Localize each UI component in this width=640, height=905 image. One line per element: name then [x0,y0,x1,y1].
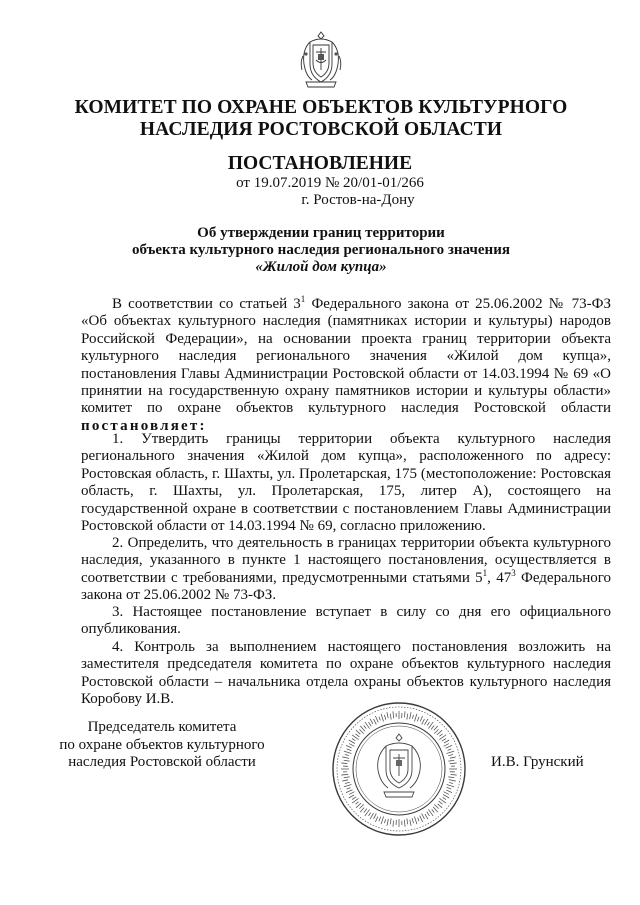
signer-name: И.В. Грунский [491,754,584,770]
document-type: ПОСТАНОВЛЕНИЕ [227,153,413,174]
item-4-text: 4. Контроль за выполнением настоящего постановления возложить на заместителя председателя комитета по охране объектов культурного наследия Ростовской области – начальника отдела охраны объектов культурного наследия Коробову И.В. [81,639,611,708]
intro-paragraph [81,296,611,435]
item-1-text: 1. Утвердить границы территории объекта культурного наследия регионального значения «Жилой дом купца», расположенного по адресу: Ростовская область, г. Шахты, ул. Пролетарская, 175 (местоположение: Ростовская область, г. Шахты, ул. Пролетарская, 175, литер А), состоящего на государственной охране в соответствии с постановлением Главы Администрации Ростовской области от 14.03.1994 № 69, согласно приложению. [81,431,611,535]
document-subject [60,225,582,276]
intro-text-b: Федерального закона от 25.06.2002 № 73-ФЗ «Об объектах культурного наследия (памятниках истории и культуры) народов Российской Федерации», на основании проекта границ территории объекта культурного наследия регионального значения «Жилой дом купца», постановления Главы Администрации Ростовской области от 14.03.1994 № 69 «О принятии на государственную охрану памятников истории и культуры области» комитет по охране объектов культурного наследия Ростовской области [81,296,611,417]
item-2-sup-1: 1 [482,567,488,578]
committee-title-line-2: НАСЛЕДИЯ РОСТОВСКОЙ ОБЛАСТИ [139,119,503,140]
signer-position-line-3: наследия Ростовской области [68,754,256,770]
committee-title-line-1: КОМИТЕТ ПО ОХРАНЕ ОБЪЕКТОВ КУЛЬТУРНОГО [74,97,568,118]
item-2-text-c: Федерального закона от 25.06.2002 № 73-ФЗ. [81,569,611,604]
subject-line-1: Об утверждении границ территории [197,225,445,241]
document-date-number: от 19.07.2019 № 20/01-01/266 [236,175,424,191]
item-2-text-b: , 47 [487,569,512,586]
signer-position [52,719,272,772]
item-2-text-a: 2. Определить, что деятельность в границах территории объекта культурного наследия, указанного в пункте 1 настоящего постановления, осуществляется в соответствии с требованиями, предусмотренными статьями 5 [81,535,611,586]
decree-word: постановляет: [81,417,207,434]
subject-line-3: «Жилой дом купца» [255,259,387,275]
intro-sup-a: 1 [300,294,306,304]
item-2-paragraph [81,535,611,605]
item-1-paragraph [81,431,611,535]
item-3-paragraph [81,604,611,639]
intro-text-a: В соответствии со статьей 3 [112,296,301,312]
item-4-paragraph [81,639,611,709]
signer-position-line-2: по охране объектов культурного [59,736,265,753]
signer-position-line-1: Председатель комитета [87,719,237,735]
subject-line-2: объекта культурного наследия регионального значения [132,242,510,258]
coat-of-arms-icon [298,30,344,90]
official-seal-icon [330,700,468,838]
item-3-text: 3. Настоящее постановление вступает в силу со дня его официального опубликования. [81,604,611,638]
document-city: г. Ростов-на-Дону [301,192,415,208]
committee-title [60,97,582,141]
item-2-sup-2: 3 [511,567,516,578]
